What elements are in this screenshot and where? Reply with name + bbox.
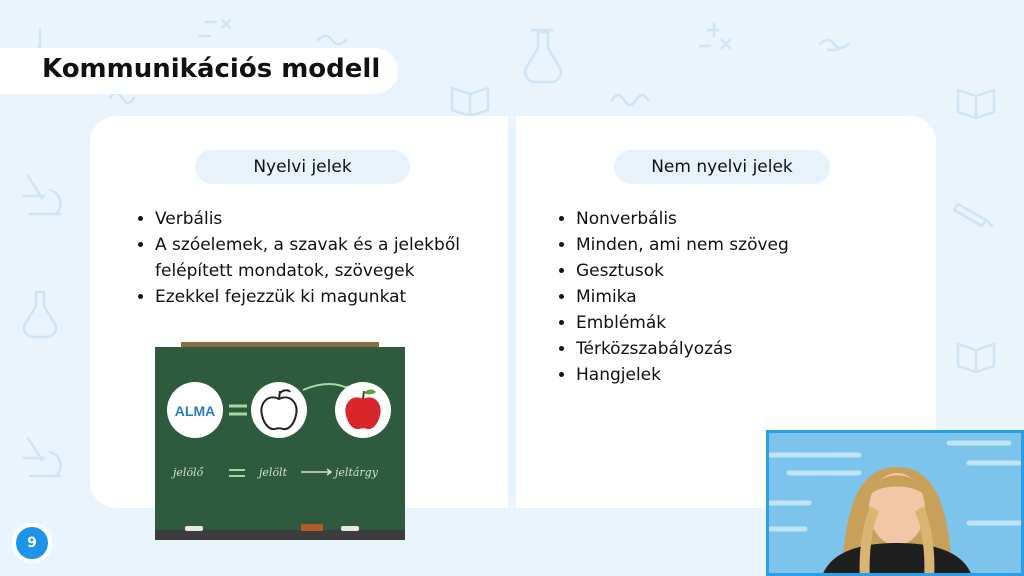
microscope-icon: [24, 176, 61, 214]
chalkboard-label-signifier: jelölő: [173, 466, 204, 479]
presenter-video: [766, 430, 1024, 576]
list-item: • A szóelemek, a szavak és a jelekből felépített mondatok, szövegek: [155, 232, 515, 284]
right-panel-heading: Nem nyelvi jelek: [614, 150, 830, 184]
list-item: • Nonverbális: [576, 206, 936, 232]
slide-title-banner: [0, 48, 398, 94]
list-item: • Hangjelek: [576, 362, 936, 388]
left-panel-heading: Nyelvi jelek: [195, 150, 410, 184]
list-item: • Mimika: [576, 284, 936, 310]
list-item: • Minden, ami nem szöveg: [576, 232, 936, 258]
book-icon: [452, 88, 488, 116]
chalkboard-label-referent: jeltárgy: [335, 466, 378, 479]
chalk-piece: [185, 526, 203, 531]
flask-icon: [24, 292, 56, 337]
math-symbols-icon: [200, 20, 230, 36]
book-icon: [958, 90, 994, 118]
book-icon: [958, 344, 994, 372]
chalk-piece: [341, 526, 359, 531]
red-apple-icon: [345, 397, 380, 429]
microscope-icon: [24, 438, 61, 476]
panel-divider: [509, 116, 513, 508]
list-item: • Gesztusok: [576, 258, 936, 284]
eraser: [301, 524, 323, 531]
presenter-avatar: [769, 433, 1024, 576]
chalkboard-tray: [155, 530, 405, 540]
page-number-badge: 9: [12, 523, 52, 563]
chalkboard-word: ALMA: [174, 403, 216, 419]
apple-outline-circle: [251, 382, 307, 438]
list-item: • Emblémák: [576, 310, 936, 336]
math-symbols-icon: [700, 24, 730, 48]
pencil-icon: [954, 204, 992, 226]
right-bullet-list: [556, 206, 936, 388]
apple-stem: [363, 391, 364, 399]
chalkboard-label-signified: jelölt: [259, 466, 287, 479]
list-item: • Térközszabályozás: [576, 336, 936, 362]
list-item: • Ezekkel fejezzük ki magunkat: [155, 284, 515, 310]
chalkboard-illustration: [155, 342, 405, 540]
flask-icon: [525, 30, 561, 82]
chalkboard-surface: [155, 347, 405, 535]
list-item: • Verbális: [155, 206, 515, 232]
left-bullet-list: [135, 206, 515, 310]
slide-title: Kommunikációs modell: [42, 54, 381, 84]
